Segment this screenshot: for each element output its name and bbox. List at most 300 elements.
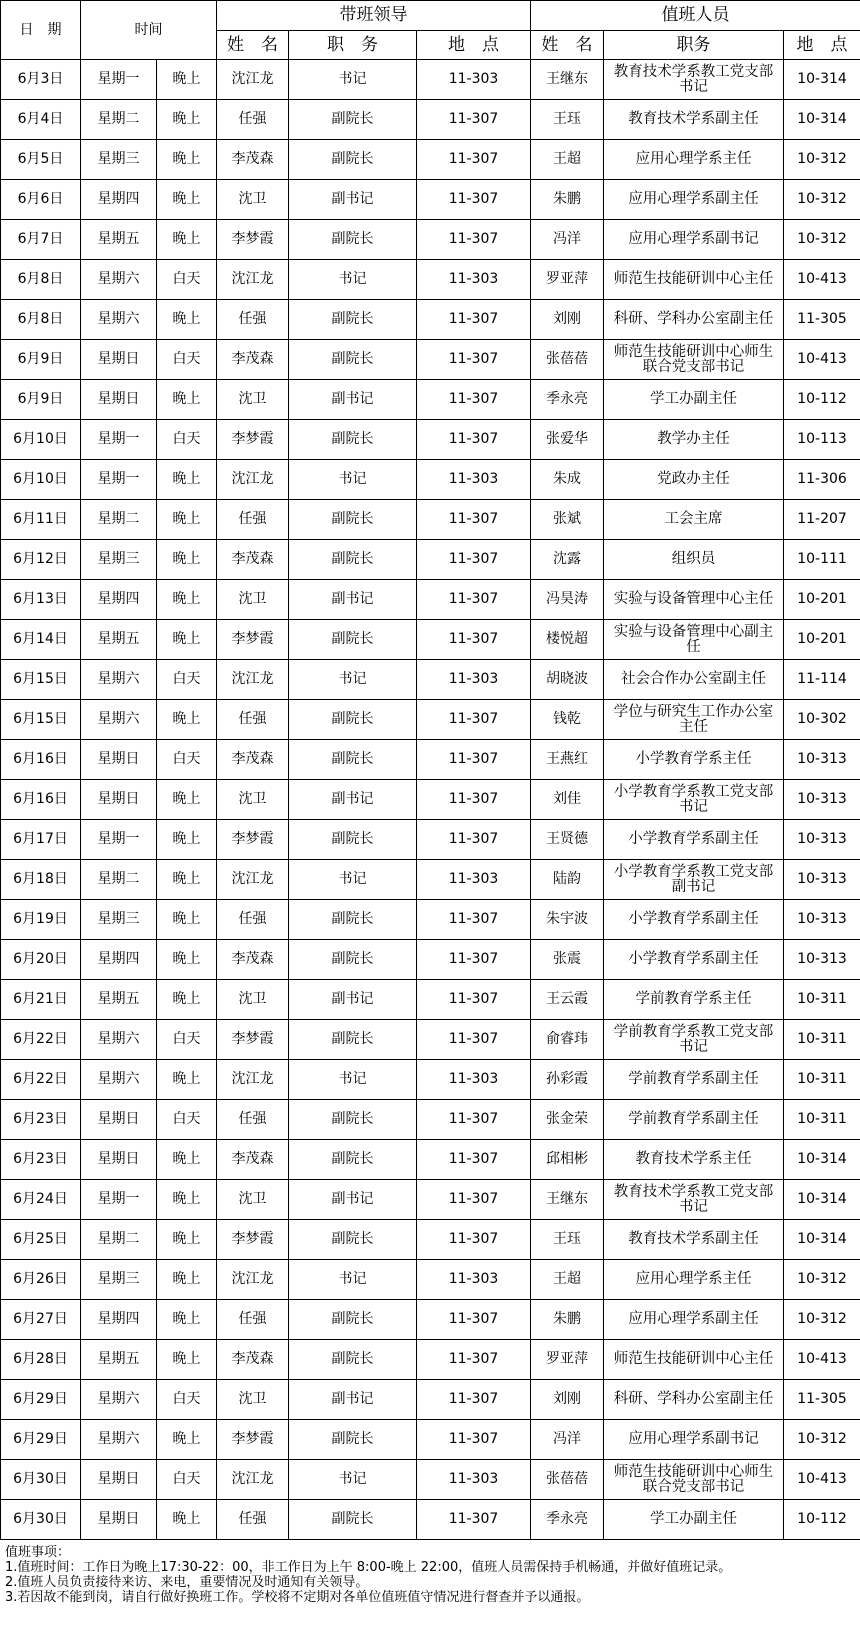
cell-duty-place: 10-311 <box>784 1060 860 1100</box>
cell-duty-title: 小学教育学系主任 <box>604 740 784 780</box>
cell-leader-title: 副院长 <box>289 500 417 540</box>
cell-duty-place: 10-201 <box>784 580 860 620</box>
cell-leader-place: 11-307 <box>417 620 531 660</box>
cell-duty-name: 胡晓波 <box>531 660 604 700</box>
cell-duty-name: 陆韵 <box>531 860 604 900</box>
cell-duty-title: 应用心理学系主任 <box>604 140 784 180</box>
cell-duty-name: 孙彩霞 <box>531 1060 604 1100</box>
cell-duty-name: 冯洋 <box>531 1420 604 1460</box>
cell-leader-place: 11-307 <box>417 500 531 540</box>
cell-weekday: 星期日 <box>81 1500 157 1540</box>
cell-duty-place: 10-314 <box>784 1220 860 1260</box>
cell-period: 白天 <box>157 340 217 380</box>
cell-period: 晚上 <box>157 900 217 940</box>
cell-duty-title: 应用心理学系副主任 <box>604 180 784 220</box>
cell-leader-place: 11-307 <box>417 1340 531 1380</box>
cell-duty-name: 朱成 <box>531 460 604 500</box>
cell-leader-place: 11-307 <box>417 340 531 380</box>
cell-duty-name: 沈露 <box>531 540 604 580</box>
table-row <box>1 940 860 980</box>
cell-date: 6月25日 <box>1 1220 81 1260</box>
cell-duty-title: 教育技术学系副主任 <box>604 100 784 140</box>
cell-leader-title: 副院长 <box>289 1220 417 1260</box>
cell-duty-title: 教育技术学系副主任 <box>604 1220 784 1260</box>
cell-leader-name: 李茂森 <box>217 940 289 980</box>
cell-duty-place: 11-305 <box>784 300 860 340</box>
cell-leader-title: 副院长 <box>289 100 417 140</box>
cell-duty-place: 10-314 <box>784 100 860 140</box>
cell-weekday: 星期二 <box>81 100 157 140</box>
cell-period: 晚上 <box>157 500 217 540</box>
cell-date: 6月4日 <box>1 100 81 140</box>
cell-duty-place: 10-311 <box>784 1020 860 1060</box>
cell-leader-place: 11-307 <box>417 1300 531 1340</box>
cell-leader-name: 任强 <box>217 500 289 540</box>
cell-weekday: 星期六 <box>81 1020 157 1060</box>
cell-date: 6月20日 <box>1 940 81 980</box>
table-row <box>1 1100 860 1140</box>
table-row <box>1 1260 860 1300</box>
cell-date: 6月14日 <box>1 620 81 660</box>
cell-leader-place: 11-307 <box>417 980 531 1020</box>
cell-date: 6月30日 <box>1 1500 81 1540</box>
table-header <box>1 1 860 60</box>
cell-period: 晚上 <box>157 1500 217 1540</box>
cell-weekday: 星期四 <box>81 1300 157 1340</box>
cell-duty-name: 王燕红 <box>531 740 604 780</box>
cell-leader-place: 11-307 <box>417 1180 531 1220</box>
cell-leader-name: 沈江龙 <box>217 1460 289 1500</box>
table-row <box>1 820 860 860</box>
cell-date: 6月28日 <box>1 1340 81 1380</box>
cell-duty-title: 工会主席 <box>604 500 784 540</box>
cell-date: 6月26日 <box>1 1260 81 1300</box>
cell-duty-name: 季永亮 <box>531 380 604 420</box>
cell-weekday: 星期一 <box>81 820 157 860</box>
cell-duty-place: 10-314 <box>784 1180 860 1220</box>
cell-duty-place: 11-114 <box>784 660 860 700</box>
cell-period: 晚上 <box>157 100 217 140</box>
cell-weekday: 星期三 <box>81 540 157 580</box>
cell-date: 6月7日 <box>1 220 81 260</box>
cell-period: 白天 <box>157 260 217 300</box>
cell-duty-place: 10-313 <box>784 780 860 820</box>
table-row <box>1 180 860 220</box>
cell-leader-title: 书记 <box>289 60 417 100</box>
cell-duty-title: 师范生技能研训中心师生联合党支部书记 <box>604 1460 784 1500</box>
cell-weekday: 星期五 <box>81 1340 157 1380</box>
cell-duty-name: 王超 <box>531 140 604 180</box>
cell-duty-title: 教育技术学系主任 <box>604 1140 784 1180</box>
cell-period: 晚上 <box>157 180 217 220</box>
cell-weekday: 星期三 <box>81 900 157 940</box>
cell-duty-place: 10-413 <box>784 1340 860 1380</box>
cell-duty-name: 王珏 <box>531 1220 604 1260</box>
cell-duty-title: 科研、学科办公室副主任 <box>604 1380 784 1420</box>
cell-date: 6月29日 <box>1 1380 81 1420</box>
cell-leader-place: 11-307 <box>417 220 531 260</box>
cell-period: 晚上 <box>157 700 217 740</box>
cell-date: 6月9日 <box>1 340 81 380</box>
cell-leader-name: 沈卫 <box>217 380 289 420</box>
cell-leader-place: 11-307 <box>417 580 531 620</box>
cell-leader-name: 李茂森 <box>217 1340 289 1380</box>
cell-period: 白天 <box>157 660 217 700</box>
cell-leader-name: 沈卫 <box>217 980 289 1020</box>
cell-duty-name: 朱鹏 <box>531 1300 604 1340</box>
cell-leader-title: 副院长 <box>289 900 417 940</box>
cell-duty-name: 张爱华 <box>531 420 604 460</box>
cell-date: 6月9日 <box>1 380 81 420</box>
cell-date: 6月11日 <box>1 500 81 540</box>
cell-leader-place: 11-303 <box>417 860 531 900</box>
cell-duty-title: 小学教育学系教工党支部副书记 <box>604 860 784 900</box>
cell-date: 6月3日 <box>1 60 81 100</box>
cell-period: 晚上 <box>157 940 217 980</box>
cell-leader-title: 副院长 <box>289 300 417 340</box>
cell-leader-title: 副院长 <box>289 1300 417 1340</box>
cell-weekday: 星期五 <box>81 980 157 1020</box>
cell-leader-place: 11-307 <box>417 700 531 740</box>
cell-duty-title: 社会合作办公室副主任 <box>604 660 784 700</box>
cell-leader-name: 沈江龙 <box>217 460 289 500</box>
cell-weekday: 星期一 <box>81 420 157 460</box>
cell-duty-name: 张蓓蓓 <box>531 1460 604 1500</box>
table-row <box>1 780 860 820</box>
cell-period: 晚上 <box>157 1420 217 1460</box>
cell-date: 6月19日 <box>1 900 81 940</box>
cell-date: 6月16日 <box>1 740 81 780</box>
cell-duty-name: 张蓓蓓 <box>531 340 604 380</box>
cell-duty-place: 10-113 <box>784 420 860 460</box>
cell-leader-name: 沈卫 <box>217 780 289 820</box>
cell-leader-name: 李茂森 <box>217 1140 289 1180</box>
cell-date: 6月22日 <box>1 1060 81 1100</box>
cell-date: 6月30日 <box>1 1460 81 1500</box>
cell-leader-name: 沈江龙 <box>217 1060 289 1100</box>
cell-leader-name: 沈江龙 <box>217 1260 289 1300</box>
cell-duty-name: 冯昊涛 <box>531 580 604 620</box>
cell-leader-title: 书记 <box>289 1260 417 1300</box>
table-row <box>1 620 860 660</box>
cell-leader-place: 11-307 <box>417 140 531 180</box>
cell-weekday: 星期二 <box>81 500 157 540</box>
cell-weekday: 星期二 <box>81 1220 157 1260</box>
cell-leader-name: 李梦霞 <box>217 1220 289 1260</box>
cell-weekday: 星期四 <box>81 580 157 620</box>
cell-duty-title: 教育技术学系教工党支部书记 <box>604 1180 784 1220</box>
cell-leader-title: 副书记 <box>289 180 417 220</box>
cell-duty-place: 10-313 <box>784 940 860 980</box>
cell-duty-title: 师范生技能研训中心主任 <box>604 260 784 300</box>
cell-duty-name: 王继东 <box>531 1180 604 1220</box>
cell-period: 晚上 <box>157 620 217 660</box>
header-leader-title: 职 务 <box>289 31 417 60</box>
cell-date: 6月10日 <box>1 420 81 460</box>
cell-leader-title: 书记 <box>289 660 417 700</box>
cell-duty-place: 10-312 <box>784 140 860 180</box>
cell-leader-place: 11-307 <box>417 100 531 140</box>
cell-date: 6月27日 <box>1 1300 81 1340</box>
cell-duty-name: 邱相彬 <box>531 1140 604 1180</box>
cell-leader-place: 11-307 <box>417 900 531 940</box>
cell-duty-place: 10-112 <box>784 380 860 420</box>
cell-leader-place: 11-307 <box>417 1220 531 1260</box>
cell-period: 晚上 <box>157 140 217 180</box>
cell-leader-place: 11-303 <box>417 660 531 700</box>
cell-leader-name: 沈卫 <box>217 1180 289 1220</box>
note-item-3: 3.若因故不能到岗，请自行做好换班工作。学校将不定期对各单位值班值守情况进行督查并予以通报。 <box>5 1590 590 1605</box>
cell-duty-place: 10-313 <box>784 740 860 780</box>
header-time: 时间 <box>81 1 217 60</box>
schedule-rows <box>1 60 860 1540</box>
cell-weekday: 星期六 <box>81 1060 157 1100</box>
cell-duty-name: 张斌 <box>531 500 604 540</box>
cell-duty-name: 刘佳 <box>531 780 604 820</box>
cell-leader-place: 11-303 <box>417 1260 531 1300</box>
cell-leader-title: 副书记 <box>289 780 417 820</box>
cell-duty-title: 教学办主任 <box>604 420 784 460</box>
cell-period: 晚上 <box>157 460 217 500</box>
cell-period: 晚上 <box>157 980 217 1020</box>
cell-leader-name: 任强 <box>217 1500 289 1540</box>
cell-leader-title: 书记 <box>289 1460 417 1500</box>
table-row <box>1 1380 860 1420</box>
cell-duty-place: 11-305 <box>784 1380 860 1420</box>
cell-duty-title: 教育技术学系教工党支部书记 <box>604 60 784 100</box>
cell-duty-name: 楼悦超 <box>531 620 604 660</box>
cell-duty-title: 学位与研究生工作办公室主任 <box>604 700 784 740</box>
cell-duty-title: 应用心理学系主任 <box>604 1260 784 1300</box>
cell-duty-place: 10-313 <box>784 860 860 900</box>
cell-date: 6月12日 <box>1 540 81 580</box>
header-leader-place: 地 点 <box>417 31 531 60</box>
cell-period: 晚上 <box>157 1260 217 1300</box>
cell-leader-title: 副院长 <box>289 1500 417 1540</box>
cell-date: 6月24日 <box>1 1180 81 1220</box>
cell-weekday: 星期日 <box>81 340 157 380</box>
cell-leader-place: 11-307 <box>417 180 531 220</box>
cell-period: 白天 <box>157 1380 217 1420</box>
cell-duty-place: 10-311 <box>784 1100 860 1140</box>
cell-duty-title: 学前教育学系副主任 <box>604 1100 784 1140</box>
cell-duty-name: 王超 <box>531 1260 604 1300</box>
cell-leader-title: 书记 <box>289 460 417 500</box>
cell-leader-place: 11-303 <box>417 60 531 100</box>
cell-duty-name: 刘刚 <box>531 1380 604 1420</box>
header-leader-group: 带班领导 <box>217 1 531 31</box>
cell-duty-name: 刘刚 <box>531 300 604 340</box>
table-row <box>1 340 860 380</box>
cell-leader-name: 李茂森 <box>217 340 289 380</box>
cell-period: 晚上 <box>157 220 217 260</box>
cell-leader-title: 副院长 <box>289 700 417 740</box>
table-row <box>1 1020 860 1060</box>
cell-duty-place: 10-312 <box>784 1300 860 1340</box>
cell-leader-name: 沈卫 <box>217 180 289 220</box>
table-row <box>1 740 860 780</box>
cell-leader-name: 沈卫 <box>217 580 289 620</box>
cell-duty-place: 10-314 <box>784 1140 860 1180</box>
table-row <box>1 300 860 340</box>
cell-leader-title: 书记 <box>289 260 417 300</box>
cell-leader-place: 11-307 <box>417 780 531 820</box>
cell-date: 6月17日 <box>1 820 81 860</box>
cell-period: 晚上 <box>157 1300 217 1340</box>
cell-date: 6月29日 <box>1 1420 81 1460</box>
cell-duty-title: 组织员 <box>604 540 784 580</box>
table-row <box>1 140 860 180</box>
cell-duty-title: 学工办副主任 <box>604 1500 784 1540</box>
cell-duty-name: 俞睿玮 <box>531 1020 604 1060</box>
cell-date: 6月23日 <box>1 1100 81 1140</box>
table-row <box>1 580 860 620</box>
cell-duty-title: 应用心理学系副书记 <box>604 1420 784 1460</box>
cell-period: 晚上 <box>157 1340 217 1380</box>
cell-period: 白天 <box>157 1100 217 1140</box>
cell-leader-name: 任强 <box>217 100 289 140</box>
table-row <box>1 1460 860 1500</box>
table-row <box>1 1500 860 1540</box>
cell-period: 晚上 <box>157 780 217 820</box>
cell-period: 晚上 <box>157 820 217 860</box>
cell-leader-name: 李梦霞 <box>217 620 289 660</box>
cell-leader-place: 11-307 <box>417 380 531 420</box>
cell-leader-title: 副院长 <box>289 1020 417 1060</box>
cell-leader-title: 副院长 <box>289 540 417 580</box>
table-row <box>1 260 860 300</box>
cell-weekday: 星期六 <box>81 700 157 740</box>
cell-leader-title: 书记 <box>289 860 417 900</box>
cell-leader-name: 沈江龙 <box>217 860 289 900</box>
cell-duty-place: 10-312 <box>784 220 860 260</box>
cell-weekday: 星期日 <box>81 380 157 420</box>
cell-period: 晚上 <box>157 1140 217 1180</box>
cell-weekday: 星期一 <box>81 460 157 500</box>
cell-period: 白天 <box>157 740 217 780</box>
cell-weekday: 星期六 <box>81 1380 157 1420</box>
cell-duty-name: 钱乾 <box>531 700 604 740</box>
cell-weekday: 星期二 <box>81 860 157 900</box>
table-row <box>1 1140 860 1180</box>
cell-period: 晚上 <box>157 1180 217 1220</box>
cell-duty-title: 学前教育学系主任 <box>604 980 784 1020</box>
cell-date: 6月13日 <box>1 580 81 620</box>
table-row <box>1 900 860 940</box>
cell-duty-name: 王贤德 <box>531 820 604 860</box>
table-row <box>1 500 860 540</box>
table-row <box>1 1180 860 1220</box>
cell-duty-title: 小学教育学系副主任 <box>604 900 784 940</box>
cell-leader-name: 李梦霞 <box>217 1020 289 1060</box>
cell-leader-name: 任强 <box>217 700 289 740</box>
cell-leader-name: 李梦霞 <box>217 420 289 460</box>
cell-leader-title: 副院长 <box>289 220 417 260</box>
cell-duty-title: 学前教育学系副主任 <box>604 1060 784 1100</box>
table-row <box>1 660 860 700</box>
cell-leader-title: 副院长 <box>289 140 417 180</box>
cell-date: 6月8日 <box>1 300 81 340</box>
cell-period: 晚上 <box>157 380 217 420</box>
cell-leader-name: 李梦霞 <box>217 820 289 860</box>
cell-weekday: 星期日 <box>81 1460 157 1500</box>
cell-duty-name: 冯洋 <box>531 220 604 260</box>
header-date: 日 期 <box>1 1 81 60</box>
header-duty-group: 值班人员 <box>531 1 860 31</box>
cell-leader-place: 11-307 <box>417 1500 531 1540</box>
cell-duty-place: 10-312 <box>784 1420 860 1460</box>
cell-leader-place: 11-303 <box>417 260 531 300</box>
cell-weekday: 星期三 <box>81 1260 157 1300</box>
cell-leader-title: 书记 <box>289 1060 417 1100</box>
cell-duty-name: 王云霞 <box>531 980 604 1020</box>
table-row <box>1 380 860 420</box>
cell-period: 晚上 <box>157 300 217 340</box>
table-row <box>1 980 860 1020</box>
cell-leader-place: 11-307 <box>417 540 531 580</box>
cell-duty-title: 实验与设备管理中心主任 <box>604 580 784 620</box>
table-row <box>1 420 860 460</box>
cell-weekday: 星期六 <box>81 300 157 340</box>
cell-duty-title: 学前教育学系教工党支部书记 <box>604 1020 784 1060</box>
cell-duty-name: 张金荣 <box>531 1100 604 1140</box>
cell-leader-name: 沈江龙 <box>217 260 289 300</box>
cell-leader-title: 副院长 <box>289 1100 417 1140</box>
cell-leader-title: 副院长 <box>289 940 417 980</box>
cell-leader-place: 11-303 <box>417 1060 531 1100</box>
cell-duty-place: 10-313 <box>784 820 860 860</box>
cell-leader-place: 11-307 <box>417 940 531 980</box>
cell-leader-place: 11-303 <box>417 1460 531 1500</box>
cell-weekday: 星期六 <box>81 260 157 300</box>
cell-duty-place: 10-201 <box>784 620 860 660</box>
cell-leader-place: 11-307 <box>417 1420 531 1460</box>
cell-leader-title: 副书记 <box>289 380 417 420</box>
cell-leader-title: 副院长 <box>289 1340 417 1380</box>
cell-duty-title: 应用心理学系副主任 <box>604 1300 784 1340</box>
cell-leader-name: 任强 <box>217 900 289 940</box>
cell-weekday: 星期四 <box>81 940 157 980</box>
cell-duty-title: 小学教育学系副主任 <box>604 940 784 980</box>
cell-duty-place: 10-112 <box>784 1500 860 1540</box>
note-item-2: 2.值班人员负责接待来访、来电，重要情况及时通知有关领导。 <box>5 1575 369 1590</box>
cell-duty-name: 季永亮 <box>531 1500 604 1540</box>
cell-duty-name: 张震 <box>531 940 604 980</box>
cell-weekday: 星期六 <box>81 660 157 700</box>
cell-duty-title: 师范生技能研训中心主任 <box>604 1340 784 1380</box>
cell-duty-title: 学工办副主任 <box>604 380 784 420</box>
cell-weekday: 星期日 <box>81 1140 157 1180</box>
table-row <box>1 860 860 900</box>
cell-date: 6月6日 <box>1 180 81 220</box>
cell-weekday: 星期日 <box>81 780 157 820</box>
cell-duty-title: 小学教育学系教工党支部书记 <box>604 780 784 820</box>
cell-period: 晚上 <box>157 1220 217 1260</box>
table-row <box>1 540 860 580</box>
table-row <box>1 60 860 100</box>
cell-duty-name: 罗亚萍 <box>531 1340 604 1380</box>
cell-leader-title: 副院长 <box>289 1420 417 1460</box>
cell-leader-place: 11-307 <box>417 420 531 460</box>
cell-period: 晚上 <box>157 1060 217 1100</box>
cell-date: 6月8日 <box>1 260 81 300</box>
cell-period: 白天 <box>157 1020 217 1060</box>
cell-period: 晚上 <box>157 860 217 900</box>
cell-leader-name: 任强 <box>217 300 289 340</box>
cell-duty-place: 10-312 <box>784 180 860 220</box>
cell-duty-place: 10-311 <box>784 980 860 1020</box>
table-row <box>1 1060 860 1100</box>
